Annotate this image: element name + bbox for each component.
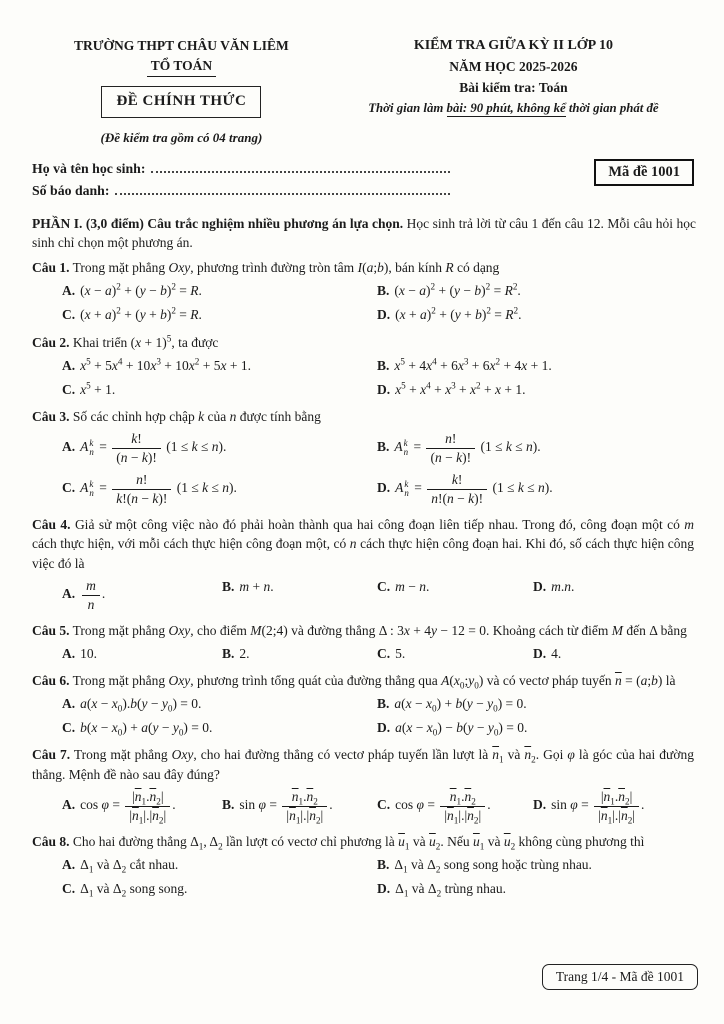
question-3 [32,407,696,510]
question-number: Câu 7. [32,747,71,763]
question-2 [32,333,696,403]
page-header [32,36,696,148]
student-id-label: Số báo danh: [32,182,110,198]
option-d: D. 4. [533,645,562,661]
header-left [32,36,331,148]
question-number: Câu 8. [32,833,70,849]
option-a: A. $(x - a)^2 + (y - b)^2 = R$. [62,281,202,298]
option-a: A. $x^5 + 5x^4 + 10x^3 + 10x^2 + 5x + 1$. [62,356,251,373]
question-text: Trong mặt phẳng Oxy, phương trình đường tròn tâm I(a;b), bán kính R có dạng [72,259,500,275]
option-c: C. $\Delta_1$ và $\Delta_2$ song song. [62,881,188,899]
student-lines [32,158,450,202]
option-b: B. $\Delta_1$ và $\Delta_2$ song song hoặc trùng nhau. [377,856,592,875]
option-d: D. sin φ = $\frac{|\overline{n}_1.\overline{n}_2|}{|\overline{n}_1|.|\overline{n}_2|}$ . [533,789,645,826]
option-d: D. $a(x - x_0) - b(y - y_0) = 0$. [377,720,528,738]
question-text: Trong mặt phẳng Oxy, cho điểm M(2;4) và đường thẳng Δ : 3x + 4y − 12 = 0. Khoảng cách từ điểm M đến Δ bằng [72,622,687,638]
page-footer-box: Trang 1/4 - Mã đề 1001 [542,964,698,990]
department-name: TỔ TOÁN [147,56,216,78]
part1-heading-bold: PHẦN I. (3,0 điểm) Câu trắc nghiệm nhiều phương án lựa chọn. [32,215,404,231]
question-6 [32,671,696,741]
question-text: Số các chỉnh hợp chập k của n được tính bằng [72,409,321,425]
question-7 [32,745,696,826]
student-name-line [32,158,450,180]
option-b: B. 2. [222,645,250,661]
options [62,278,696,327]
student-id-dotline [115,181,450,194]
question-text: Trong mặt phẳng Oxy, cho hai đường thẳng có vectơ pháp tuyến lần lượt là $\overline{n}_1$ và $\overline{n}_2$. Gọi φ là góc của hai đường thẳng. Mệnh đề nào sau đây đúng? [32,747,695,782]
option-a: A. $\Delta_1$ và $\Delta_2$ cắt nhau. [62,856,179,875]
subject-line: Bài kiểm tra: Toán [459,79,568,95]
student-name-label: Họ và tên học sinh: [32,160,146,176]
option-d: D. A k n = $\frac{k!}{n!(n - k)!}$ (1 ≤ k ≤ n). [377,472,553,506]
official-exam-box: ĐỀ CHÍNH THỨC [101,86,261,118]
option-b: B. A k n = $\frac{n!}{(n - k)!}$ (1 ≤ k ≤ n). [377,431,541,465]
options [62,852,696,901]
options [62,353,696,402]
option-c: C. $(x + a)^2 + (y + b)^2 = R$. [62,305,202,323]
option-d: D. m.n. [533,579,575,595]
option-c: C. m − n. [377,579,430,595]
question-text: Cho hai đường thẳng $\Delta_1$, $\Delta_2$ lần lượt có vectơ chỉ phương là $\overline{u}_1$ và $\overline{u}_2$. Nếu $\overline{u}_1$ và $\overline{u}_2$ không cùng phương thì [72,833,645,852]
option-b: B. $x^5 + 4x^4 + 6x^3 + 6x^2 + 4x + 1$. [377,356,552,373]
question-number: Câu 1. [32,259,70,275]
pages-note: (Đề kiểm tra gồm có 04 trang) [100,129,263,145]
option-a: A. $\frac{m}{n}$ . [62,578,106,612]
question-4 [32,515,696,616]
option-a: A. cos φ = $\frac{|\overline{n}_1.\overline{n}_2|}{|\overline{n}_1|.|\overline{n}_2|}$ . [62,789,176,826]
question-number: Câu 5. [32,622,70,638]
student-info [32,158,696,202]
question-text: Trong mặt phẳng Oxy, phương trình tổng quát của đường thẳng qua $A(x_0;y_0)$ và có vectơ pháp tuyến $\overline{n}$ = (a;b) là [72,672,676,691]
question-number: Câu 4. [32,516,71,532]
student-name-dotline [151,159,450,172]
question-1 [32,258,696,328]
header-right [331,36,696,148]
exam-title: KIỂM TRA GIỮA KỲ II LỚP 10 [413,38,613,53]
question-8 [32,832,696,902]
option-c: C. A k n = $\frac{n!}{k!(n - k)!}$ (1 ≤ k ≤ n). [62,472,237,506]
option-b: B. $a(x - x_0) + b(y - y_0) = 0$. [377,695,527,714]
option-d: D. $(x + a)^2 + (y + b)^2 = R^2$. [377,305,522,323]
options [62,691,696,740]
option-c: C. cos φ = $\frac{\overline{n}_1.\overline{n}_2}{|\overline{n}_1|.|\overline{n}_2|}$ . [377,789,491,826]
option-a: A. A k n = $\frac{k!}{(n - k)!}$ (1 ≤ k ≤ n). [62,431,227,465]
options [62,786,696,827]
school-year: NĂM HỌC 2025-2026 [449,59,578,75]
question-text: Khai triển $(x + 1)^5$, ta được [72,333,219,350]
option-a: A. $a(x - x_0).b(y - y_0) = 0$. [62,695,202,714]
option-b: B. m + n. [222,579,274,595]
option-d: D. $\Delta_1$ và $\Delta_2$ trùng nhau. [377,881,507,899]
option-b: B. $(x - a)^2 + (y - b)^2 = R^2$. [377,281,521,298]
option-b: B. sin φ = $\frac{\overline{n}_1.\overline{n}_2}{|\overline{n}_1|.|\overline{n}_2|}$ . [222,789,333,826]
exam-code-box: Mã đề 1001 [594,159,694,186]
option-c: C. $b(x - x_0) + a(y - y_0) = 0$. [62,720,213,738]
question-number: Câu 6. [32,672,70,688]
question-text: Giả sử một công việc nào đó phải hoàn thành qua hai công đoạn liên tiếp nhau. Trong đó, công đoạn một có m cách thực hiện, với mỗi cách thực hiện công đoạn một, có n cách thực hiện công đoạn hai. Khi đó, số cách thực hiện công việc đó là [32,516,694,571]
duration-underlined: bài: 90 phút, không kể [446,101,566,116]
option-d: D. $x^5 + x^4 + x^3 + x^2 + x + 1$. [377,380,526,398]
duration-line: Thời gian làm bài: 90 phút, không kể thời gian phát đề [368,101,659,116]
option-c: C. 5. [377,645,406,661]
options [62,641,696,666]
options [62,575,696,616]
question-number: Câu 2. [32,334,70,350]
part1-heading [32,214,696,253]
school-name: TRƯỜNG THPT CHÂU VĂN LIÊM [74,38,289,53]
options [62,428,696,510]
question-number: Câu 3. [32,409,70,425]
part1-heading-rest: Học sinh trả lời từ câu 1 đến câu 12. Mỗi câu hỏi học sinh chỉ chọn một phương án. [32,215,696,251]
question-5 [32,621,696,666]
option-a: A. 10. [62,645,97,661]
option-c: C. $x^5 + 1$. [62,380,116,398]
student-id-line [32,180,450,202]
